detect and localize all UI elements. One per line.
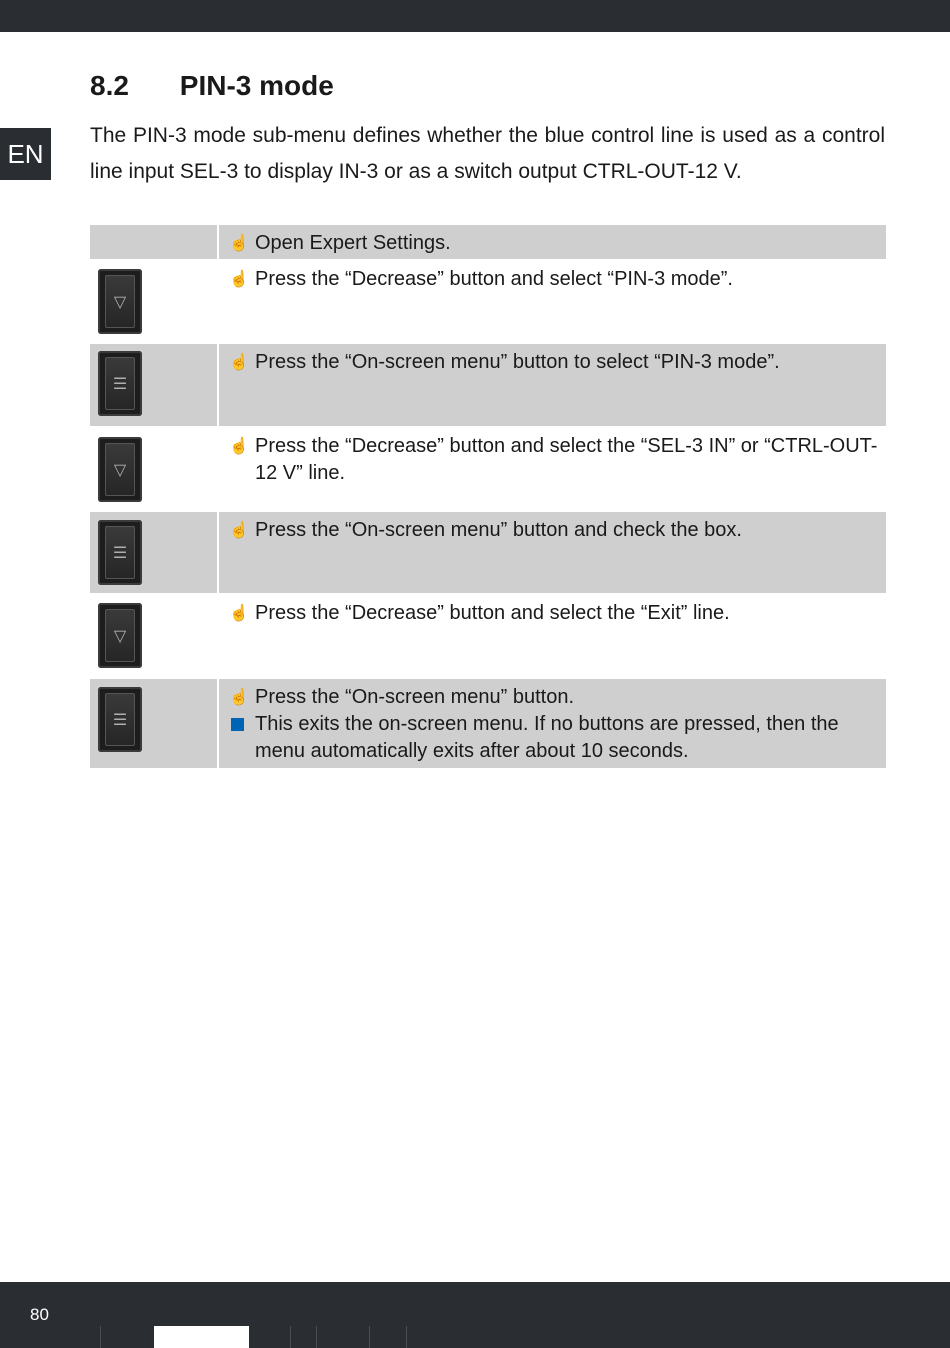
step-text: Press the “Decrease” button and select the “Exit” line. [255,602,730,624]
step-instruction-cell [219,428,886,510]
menu-list-icon: ☰ [105,526,135,579]
header-bar [0,0,950,32]
step-text: Press the “Decrease” button and select the “SEL-3 IN” or “CTRL-OUT-12 V” line. [255,435,878,484]
step-text: Open Expert Settings. [255,232,451,254]
result-square-icon [229,711,255,738]
step-instruction-cell [219,344,886,426]
step-instruction-cell [219,225,886,259]
step-row [90,595,886,679]
hand-icon: ☝ [229,235,249,252]
result-line [229,711,886,765]
decrease-button-icon [98,603,142,668]
step-button-cell [90,225,217,259]
step-instruction-cell [219,261,886,342]
menu-list-icon: ☰ [105,693,135,746]
instruction-line [229,517,886,544]
step-instruction-cell [219,512,886,593]
on-screen-menu-button-icon [98,520,142,585]
step-button-cell [90,344,217,426]
footer-divider [406,1326,407,1348]
footer-divider [316,1326,317,1348]
step-button-cell [90,595,217,677]
step-button-cell [90,261,217,342]
instruction-line [229,684,886,711]
steps-table [90,225,886,770]
step-instruction-cell [219,679,886,768]
down-arrow-icon: ▽ [105,609,135,662]
page-number: 80 [30,1305,49,1324]
step-text: Press the “On-screen menu” button and check the box. [255,519,742,541]
step-button-cell [90,512,217,593]
step-row [90,261,886,344]
section-heading [90,70,334,102]
down-arrow-icon: ▽ [105,443,135,496]
section-title: PIN-3 mode [179,70,334,101]
language-tab: EN [0,128,51,180]
decrease-button-icon [98,269,142,334]
instruction-line [229,230,886,257]
intro-paragraph: The PIN-3 mode sub-menu defines whether the blue control line is used as a control line input SEL-3 to display IN-3 or as a switch output CTRL-OUT-12 V. [90,124,885,183]
step-row [90,225,886,261]
step-button-cell [90,679,217,768]
menu-list-icon: ☰ [105,357,135,410]
step-button-cell [90,428,217,510]
hand-icon: ☝ [229,605,249,622]
on-screen-menu-button-icon [98,687,142,752]
instruction-line [229,433,886,487]
step-text: Press the “On-screen menu” button to select “PIN-3 mode”. [255,351,780,373]
decrease-button-icon [98,437,142,502]
hand-icon: ☝ [229,689,249,706]
footer-divider [100,1326,101,1348]
down-arrow-icon: ▽ [105,275,135,328]
step-instruction-cell [219,595,886,677]
hand-icon: ☝ [229,271,249,288]
footer-divider [290,1326,291,1348]
footer-divider [369,1326,370,1348]
hand-icon: ☝ [229,354,249,371]
on-screen-menu-button-icon [98,351,142,416]
step-text: This exits the on-screen menu. If no buttons are pressed, then the menu automatically exits after about 10 seconds. [255,713,839,762]
section-number: 8.2 [90,70,129,101]
instruction-line [229,600,886,627]
instruction-line [229,266,886,293]
footer-bar [0,1282,950,1348]
hand-icon: ☝ [229,438,249,455]
step-row [90,428,886,512]
step-text: Press the “On-screen menu” button. [255,686,575,708]
step-row [90,512,886,595]
step-row [90,679,886,770]
instruction-line [229,349,886,376]
step-text: Press the “Decrease” button and select “PIN-3 mode”. [255,268,733,290]
step-row [90,344,886,428]
hand-icon: ☝ [229,522,249,539]
footer-marker [154,1326,249,1348]
